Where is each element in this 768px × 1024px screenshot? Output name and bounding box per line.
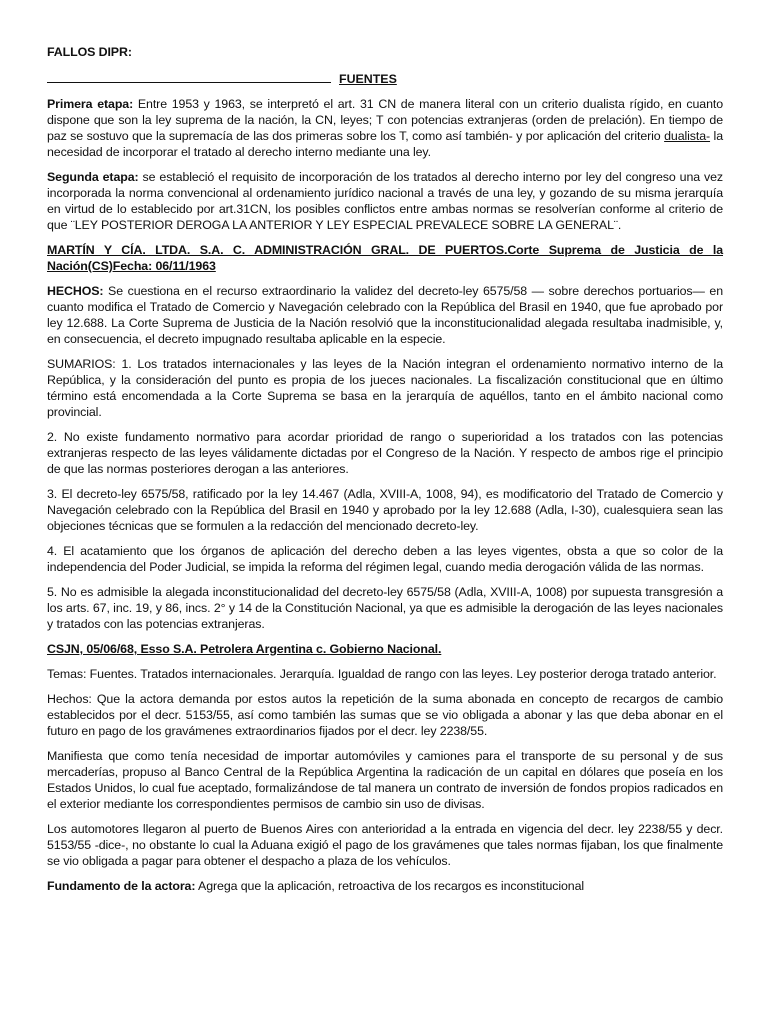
primera-etapa-paragraph [47, 96, 723, 160]
sumario-3: 3. El decreto-ley 6575/58, ratificado por la ley 14.467 (Adla, XVIII-A, 1008, 94), es modificatorio del Tratado de Comercio y Navegación celebrado con la República del Brasil en 1940 y aprobado por la ley 12.688 (Adla, I-30), cualesquiera sean las objeciones técnicas que se formulen a la redacción del mencionado decreto-ley. [47, 487, 723, 533]
hechos1-label: HECHOS: [47, 284, 104, 298]
hechos2-paragraph: Hechos: Que la actora demanda por estos autos la repetición de la suma abonada en concepto de recargos de cambio establecidos por el decr. 5153/55, así como también las sumas que se vio obligada a abonar y las que deba abonar en el futuro en pago de los gravámenes extraordinarios fijados por el decr. ley 2238/55. [47, 692, 723, 738]
manifiesta-paragraph: Manifiesta que como tenía necesidad de importar automóviles y camiones para el transporte de su personal y de sus mercaderías, propuso al Banco Central de la República Argentina la radicación de un capital en dólares que poseía en los Estados Unidos, lo cual fue aceptado, formalizándose de tal manera un contrato de inversión de fondos propios radicados en el exterior mediante los correspondientes permisos de cambio sin uso de divisas. [47, 749, 723, 811]
document-header: FALLOS DIPR: [47, 45, 132, 59]
fundamento-paragraph [47, 878, 723, 894]
sumario-2: 2. No existe fundamento normativo para acordar prioridad de rango o superioridad a los tratados con las potencias extranjeras respecto de las leyes válidamente dictadas por el Congreso de la Nación. Y respecto de ambos rige el principio de que las normas posteriores derogan a las anteriores. [47, 430, 723, 476]
segunda-etapa-label: Segunda etapa: [47, 170, 139, 184]
case1-title: MARTÍN Y CÍA. LTDA. S.A. C. ADMINISTRACIÓN GRAL. DE PUERTOS.Corte Suprema de Justicia de la Nación(CS)Fecha: 06/11/1963 [47, 243, 723, 273]
dualista-underlined: dualista- [664, 129, 711, 143]
hechos1-text: Se cuestiona en el recurso extraordinario la validez del decreto-ley 6575/58 — sobre derechos portuarios— en cuanto modifica el Tratado de Comercio y Navegación celebrado con la República del Brasil en 1940, que fue aprobado por ley 12.688. La Corte Suprema de Justicia de la Nación resolvió que la inconstitucionalidad alegada resultaba inadmisible, y, en consecuencia, el decreto impugnado resultaba aplicable en la especie. [47, 284, 723, 346]
sumario-5: 5. No es admisible la alegada inconstitucionalidad del decreto-ley 6575/58 (Adla, XVIII-A, 1008) por supuesta transgresión a los arts. 67, inc. 19, y 86, incs. 2° y 14 de la Constitución Nacional, ya que es admisible la derogación de las leyes nacionales y tratados con las potencias extranjeras. [47, 585, 723, 631]
fundamento-text: Agrega que la aplicación, retroactiva de los recargos es inconstitucional [195, 879, 585, 893]
fuentes-heading: FUENTES [339, 72, 397, 86]
automotores-paragraph: Los automotores llegaron al puerto de Buenos Aires con anterioridad a la entrada en vigencia del decr. ley 2238/55 y decr. 5153/55 -dice-, no obstante lo cual la Aduana exigió el pago de los gravámenes que tales normas fijaban, los que finalmente se vio obligada a pagar para obtener el despacho a plaza de los vehículos. [47, 822, 723, 868]
case2-title: CSJN, 05/06/68, Esso S.A. Petrolera Argentina c. Gobierno Nacional. [47, 642, 442, 656]
segunda-etapa-paragraph [47, 169, 723, 233]
segunda-etapa-text: se estableció el requisito de incorporación de los tratados al derecho interno por ley del congreso una vez incorporada la norma convencional al ordenamiento jurídico nacional a través de una ley, y gozando de su misma jerarquía en virtud de lo establecido por art.31CN, los posibles conflictos entre ambas normas se resolverían conforme al criterio de que ¨LEY POSTERIOR DEROGA LA ANTERIOR Y LEY ESPECIAL PREVALECE SOBRE LA GENERAL¨. [47, 170, 724, 232]
sumario-1: SUMARIOS: 1. Los tratados internacionales y las leyes de la Nación integran el ordenamiento normativo interno de la República, y la consideración del punto es propia de los jueces nacionales. La fiscalización constitucional que en último término está encomendada a la Corte Suprema se basa en la jerarquía de aquéllos, tanto en el ámbito nacional como provincial. [47, 357, 723, 419]
document-page [47, 44, 723, 894]
primera-etapa-text-end: la necesidad de incorporar el tratado al derecho interno mediante una ley. [47, 129, 723, 159]
sumario-4: 4. El acatamiento que los órganos de aplicación del derecho deben a las leyes vigentes, obsta a que so color de la independencia del Poder Judicial, se impida la reforma del régimen legal, cuando media derogación válida de las normas. [47, 544, 723, 574]
heading-underline-rule [47, 70, 331, 83]
hechos1-paragraph [47, 283, 723, 347]
temas-paragraph: Temas: Fuentes. Tratados internacionales. Jerarquía. Igualdad de rango con las leyes. Ley posterior deroga tratado anterior. [47, 667, 717, 681]
fuentes-heading-line [47, 70, 723, 87]
primera-etapa-text: Entre 1953 y 1963, se interpretó el art. 31 CN de manera literal con un criterio dualista rígido, en cuanto dispone que son la ley suprema de la nación, la CN, leyes; T con potencias extranjeras (orden de prelación). En tiempo de paz se sostuvo que la supremacía de las dos primeras sobre los T, como así también- y por aplicación del criterio [47, 97, 724, 143]
primera-etapa-label: Primera etapa: [47, 97, 134, 111]
fundamento-label: Fundamento de la actora: [47, 879, 196, 893]
